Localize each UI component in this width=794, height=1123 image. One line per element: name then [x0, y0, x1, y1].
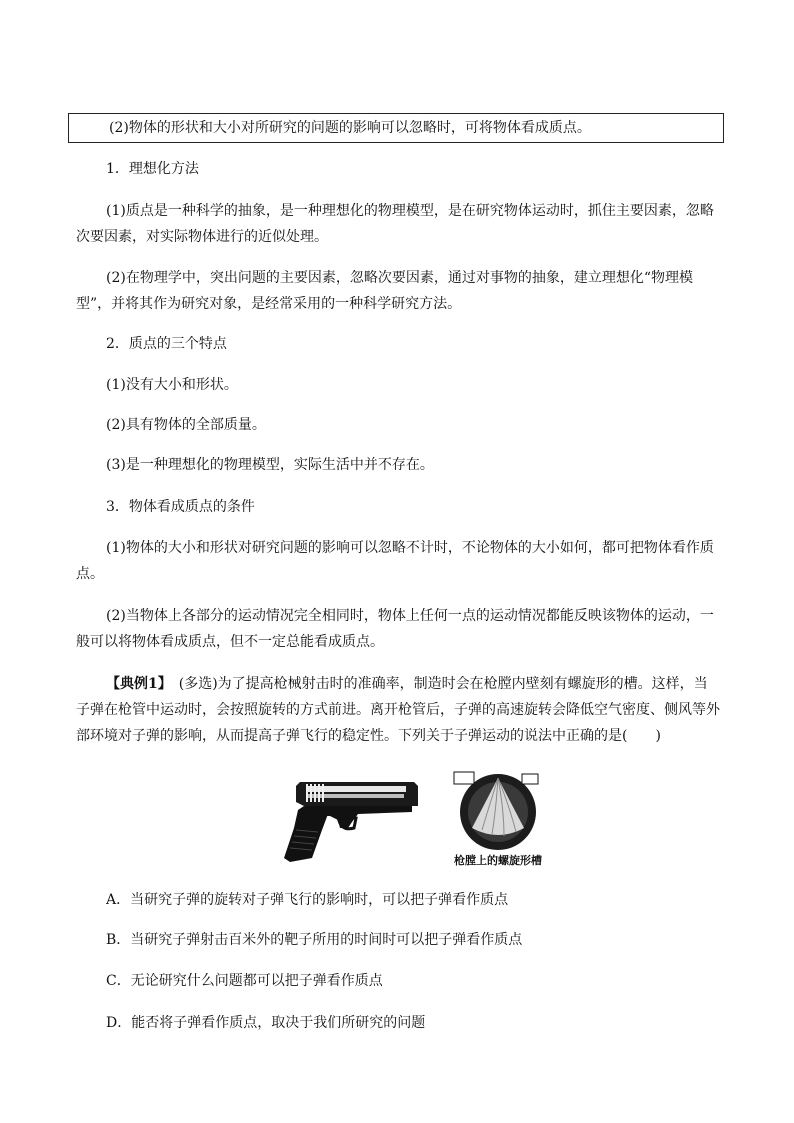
example-tag: 【典例1】 — [106, 676, 165, 692]
example-line1 — [106, 670, 756, 698]
example-line3: 部环境对子弹的影响，从而提高子弹飞行的稳定性。下列关于子弹运动的说法中正确的是( ) — [76, 728, 661, 744]
section3-p2-line1: (2)当物体上各部分的运动情况完全相同时，物体上任何一点的运动情况都能反映该物体的运动，一 — [106, 608, 714, 624]
section1-p2-line2: 型”，并将其作为研究对象，是经常采用的一种科学研究方法。 — [76, 296, 462, 312]
option-b: B．当研究子弹射击百米外的靶子所用的时间时可以把子弹看作质点 — [106, 932, 523, 948]
option-c: C．无论研究什么问题都可以把子弹看作质点 — [106, 973, 383, 989]
section2-item-2: (2)具有物体的全部质量。 — [106, 417, 266, 433]
section3-p1-line2: 点。 — [76, 566, 104, 582]
section1-p1-line2: 次要因素，对实际物体进行的近似处理。 — [76, 229, 328, 245]
example-line2: 子弹在枪管中运动时，会按照旋转的方式前进。离开枪管后，子弹的高速旋转会降低空气密度、侧风等外 — [76, 702, 720, 718]
option-d: D．能否将子弹看作质点，取决于我们所研究的问题 — [106, 1015, 426, 1031]
section2-heading: 2．质点的三个特点 — [106, 336, 227, 352]
option-a: A．当研究子弹的旋转对子弹飞行的影响时，可以把子弹看作质点 — [106, 892, 509, 908]
section3-heading: 3．物体看成质点的条件 — [106, 499, 255, 515]
example-line1-text: (多选)为了提高枪械射击时的准确率，制造时会在枪膛内壁刻有螺旋形的槽。这样，当 — [164, 676, 708, 692]
section3-p2-line2: 般可以将物体看成质点，但不一定总能看成质点。 — [76, 634, 384, 650]
pistol-image — [282, 770, 420, 865]
section2-item-1: (1)没有大小和形状。 — [106, 377, 238, 393]
section2-item-3: (3)是一种理想化的物理模型，实际生活中并不存在。 — [106, 457, 434, 473]
example-figure — [282, 770, 544, 870]
section1-p2-line1: (2)在物理学中，突出问题的主要因素，忽略次要因素，通过对事物的抽象，建立理想化“物理模 — [106, 270, 693, 286]
section1-p1-line1: (1)质点是一种科学的抽象，是一种理想化的物理模型，是在研究物体运动时，抓住主要因素，忽略 — [106, 203, 714, 219]
rifling-groove-image — [452, 770, 544, 852]
section3-p1-line1: (1)物体的大小和形状对研究问题的影响可以忽略不计时，不论物体的大小如何，都可把物体看作质 — [106, 540, 714, 556]
boxed-note: (2)物体的形状和大小对所研究的问题的影响可以忽略时，可将物体看成质点。 — [68, 113, 724, 143]
section1-heading: 1．理想化方法 — [106, 161, 199, 177]
figure-caption: 枪膛上的螺旋形槽 — [454, 854, 542, 867]
